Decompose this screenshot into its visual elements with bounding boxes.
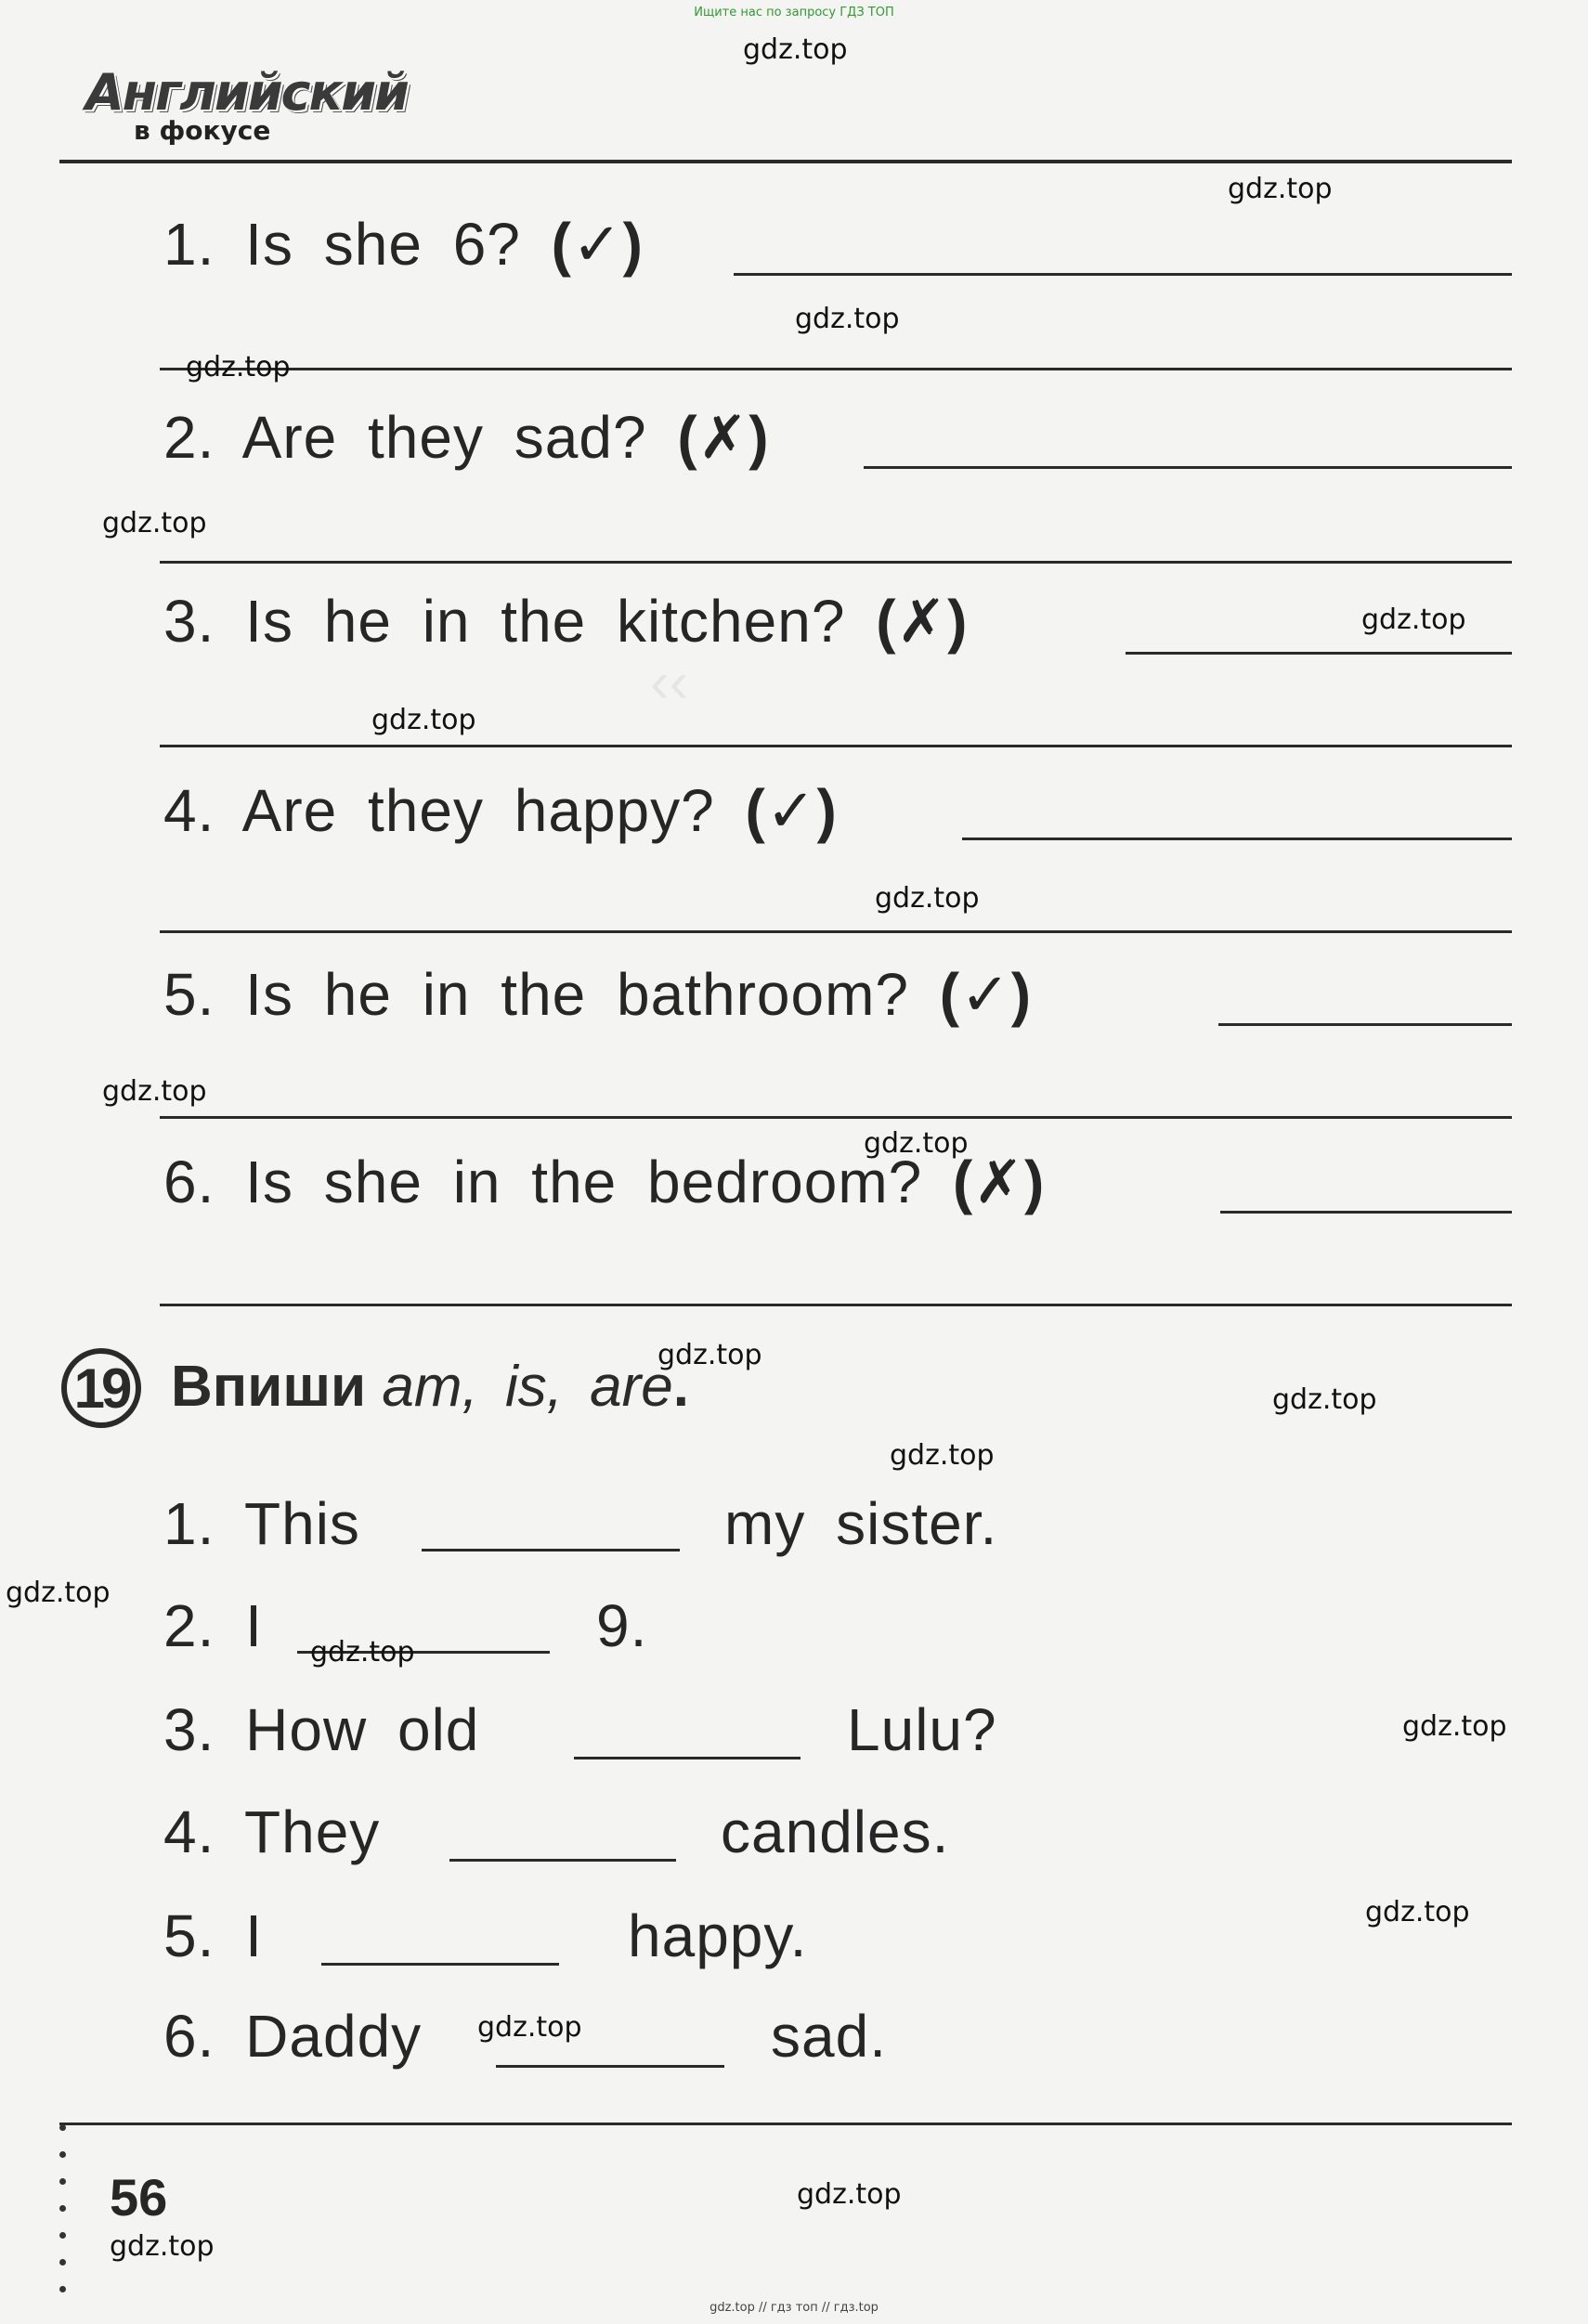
watermark: gdz.top [310,1636,415,1668]
answer-blank-1a[interactable] [734,273,1512,276]
answer-line-6b[interactable] [160,1304,1512,1306]
watermark: gdz.top [1365,1896,1470,1928]
fill-item-5-before: 5. I [163,1902,263,1969]
watermark: gdz.top [743,33,848,66]
question-5-text: 5. Is he in the bathroom? [163,961,909,1028]
cross-mark: (✗) [876,588,969,655]
fill-item-3-after: Lulu? [847,1696,997,1763]
check-mark: (✓) [939,961,1033,1028]
logo-title: Английский [85,63,408,122]
watermark: gdz.top [110,2230,215,2263]
watermark: gdz.top [1361,604,1466,636]
watermark: gdz.top [477,2011,582,2044]
fill-blank-6[interactable] [496,2065,724,2068]
logo [85,63,408,147]
watermark: gdz.top [890,1439,995,1472]
fill-item-2 [163,1591,263,1660]
question-5 [163,960,1032,1030]
answer-line-4b[interactable] [160,930,1512,933]
question-4 [163,776,838,846]
answer-blank-5a[interactable] [1218,1023,1512,1026]
question-3 [163,587,968,656]
fill-item-5 [163,1902,263,1970]
watermark: gdz.top [875,882,980,915]
footer-rule [59,2123,1512,2125]
fill-item-4-before: 4. They [163,1798,381,1865]
watermark: gdz.top [795,303,900,335]
watermark: gdz.top [797,2178,902,2211]
watermark: gdz.top [1402,1710,1507,1743]
watermark: gdz.top [1228,173,1333,205]
cross-mark: (✗) [677,404,770,471]
exercise-instruction: Впиши [171,1355,367,1419]
fill-item-1-before: 1. This [163,1490,360,1557]
fill-item-6-after: sad. [771,2003,887,2070]
logo-subtitle: в фокусе [134,115,271,146]
watermark: gdz.top [186,351,291,383]
watermark: gdz.top [102,1075,207,1108]
watermark: gdz.top [371,704,476,736]
fill-item-3 [163,1695,479,1764]
exercise-title: Впиши am, is, are. [171,1355,690,1419]
watermark: gdz.top [1272,1383,1377,1416]
cross-mark: (✗) [953,1149,1046,1215]
fill-item-3-before: 3. How old [163,1696,480,1763]
fill-item-6-before: 6. Daddy [163,2003,423,2070]
answer-line-5b[interactable] [160,1116,1512,1119]
fill-blank-4[interactable] [449,1859,676,1862]
check-mark: (✓) [745,777,838,844]
header-rule [59,160,1512,163]
question-6-text: 6. Is she in the bedroom? [163,1149,923,1215]
watermark: gdz.top [864,1127,969,1160]
fill-item-2-after: 9. [596,1592,648,1659]
fill-item-4 [163,1798,380,1866]
answer-line-1b[interactable] [160,368,1512,370]
top-banner: Ищите нас по запросу ГДЗ ТОП [694,6,894,19]
answer-blank-2a[interactable] [864,466,1512,469]
bottom-banner: gdz.top // гдз топ // гдз.top [709,2301,879,2315]
question-4-text: 4. Are they happy? [163,777,715,844]
answer-line-3b[interactable] [160,745,1512,747]
question-3-text: 3. Is he in the kitchen? [163,588,846,655]
question-2 [163,403,770,473]
fill-item-2-before: 2. I [163,1592,263,1659]
exercise-words: am, is, are [382,1355,673,1419]
answer-blank-3a[interactable] [1126,652,1512,655]
fill-blank-3[interactable] [574,1757,801,1759]
fill-item-1 [163,1489,360,1558]
answer-blank-6a[interactable] [1220,1211,1512,1214]
fill-blank-5[interactable] [321,1963,559,1966]
watermark: gdz.top [6,1577,111,1609]
question-2-text: 2. Are they sad? [163,404,647,471]
fill-item-4-after: candles. [721,1798,950,1865]
fill-item-5-after: happy. [628,1902,808,1969]
watermark: gdz.top [657,1339,762,1371]
fill-item-1-after: my sister. [724,1490,998,1557]
watermark: gdz.top [102,507,207,539]
margin-dots [59,2124,67,2310]
page-number: 56 [110,2168,168,2227]
bleed-through-text: ‹‹ [650,651,689,715]
question-1 [163,210,644,279]
answer-line-2b[interactable] [160,561,1512,564]
fill-blank-1[interactable] [422,1549,680,1551]
fill-item-6 [163,2002,422,2071]
question-1-text: 1. Is she 6? [163,211,521,278]
exercise-number-badge: 19 [61,1348,141,1428]
check-mark: (✓) [551,211,644,278]
answer-blank-4a[interactable] [962,837,1512,840]
